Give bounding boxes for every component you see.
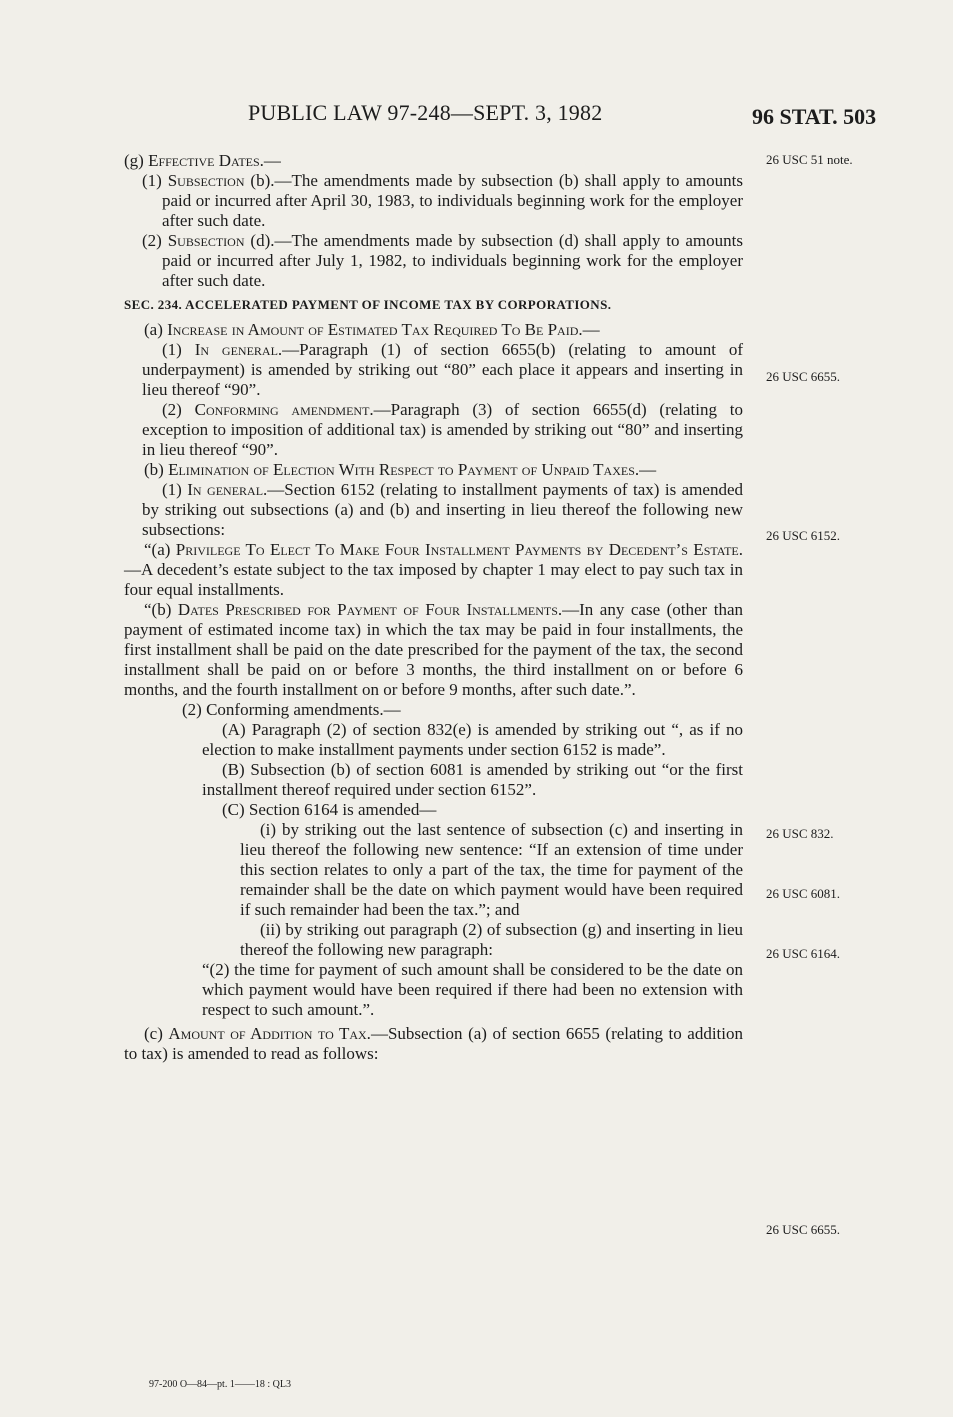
margin-note: 26 USC 6655. bbox=[766, 1222, 841, 1237]
subsection-c: (c) Amount of Addition to Tax.—Subsection (a) of section 6655 (relating to addition to tax) is amended to read as follows: bbox=[124, 1024, 743, 1063]
clause-b2A: (A) Paragraph (2) of section 832(e) is amended by striking out “, as if no election to make installment payments under section 6152 is made”. bbox=[202, 720, 743, 759]
margin-note: 26 USC 6655. bbox=[766, 369, 841, 384]
paragraph-b2: (2) Conforming amendments.— bbox=[182, 700, 401, 719]
stat-page-number: 96 STAT. 503 bbox=[752, 104, 877, 129]
print-footer: 97-200 O—84—pt. 1——18 : QL3 bbox=[149, 1379, 291, 1390]
margin-note: 26 USC 51 note. bbox=[766, 152, 853, 167]
clause-b2C-i: (i) by striking out the last sentence of subsection (c) and inserting in lieu thereof the following new sentence: “If an extension of time under this section relates to only a part of the tax, the time for payment of the remainder shall be the date on which payment would have been required if such remainder had been the tax.”; and bbox=[240, 820, 743, 919]
subsection-g: (g) Effective Dates.— bbox=[124, 151, 281, 170]
paragraph-a1: (1) In general.—Paragraph (1) of section 6655(b) (relating to amount of underpayment) is amended by striking out “80” each place it appears and inserting in lieu thereof “90”. bbox=[142, 340, 743, 399]
quoted-subsection-b: “(b) Dates Prescribed for Payment of Four Installments.—In any case (other than payment of estimated income tax) in which the tax may be paid in four installments, the first installment shall be paid on the date prescribed for the payment of the tax, the second installment shall be paid on or before 3 months, the third installment on or before 6 months, and the fourth installment on or before 9 months, after such date.”. bbox=[124, 600, 743, 699]
margin-note: 26 USC 6164. bbox=[766, 946, 841, 961]
section-heading: SEC. 234. ACCELERATED PAYMENT OF INCOME TAX BY CORPORATIONS. bbox=[124, 297, 612, 312]
margin-note: 26 USC 832. bbox=[766, 826, 834, 841]
margin-note: 26 USC 6081. bbox=[766, 886, 841, 901]
subsection-a: (a) Increase in Amount of Estimated Tax Required To Be Paid.— bbox=[144, 320, 600, 339]
paragraph-g1: (1) Subsection (b).—The amendments made by subsection (b) shall apply to amounts paid or incurred after April 30, 1983, to individuals beginning work for the employer after such date. bbox=[142, 171, 743, 230]
clause-b2C-ii: (ii) by striking out paragraph (2) of subsection (g) and inserting in lieu thereof the following new paragraph: bbox=[240, 920, 743, 959]
clause-b2B: (B) Subsection (b) of section 6081 is amended by striking out “or the first installment thereof required under section 6152”. bbox=[202, 760, 743, 799]
paragraph-b1: (1) In general.—Section 6152 (relating to installment payments of tax) is amended by striking out subsections (a) and (b) and inserting in lieu thereof the following new subsections: bbox=[142, 480, 743, 539]
clause-b2C-quoted: “(2) the time for payment of such amount shall be considered to be the date on which payment would have been required if there had been no extension with respect to such amount.”. bbox=[202, 960, 743, 1019]
paragraph-g2: (2) Subsection (d).—The amendments made by subsection (d) shall apply to amounts paid or incurred after July 1, 1982, to individuals beginning work for the employer after such date. bbox=[142, 231, 743, 290]
margin-note: 26 USC 6152. bbox=[766, 528, 841, 543]
clause-b2C: (C) Section 6164 is amended— bbox=[222, 800, 437, 819]
quoted-subsection-a: “(a) Privilege To Elect To Make Four Installment Payments by Decedent’s Estate.—A decedent’s estate subject to the tax imposed by chapter 1 may elect to pay such tax in four equal installments. bbox=[124, 540, 743, 599]
subsection-b: (b) Elimination of Election With Respect to Payment of Unpaid Taxes.— bbox=[144, 460, 657, 479]
body-text bbox=[124, 151, 743, 1064]
paragraph-a2: (2) Conforming amendment.—Paragraph (3) of section 6655(d) (relating to exception to imposition of additional tax) is amended by striking out “80” and inserting in lieu thereof “90”. bbox=[142, 400, 743, 459]
running-header-title: PUBLIC LAW 97-248—SEPT. 3, 1982 bbox=[248, 100, 603, 125]
